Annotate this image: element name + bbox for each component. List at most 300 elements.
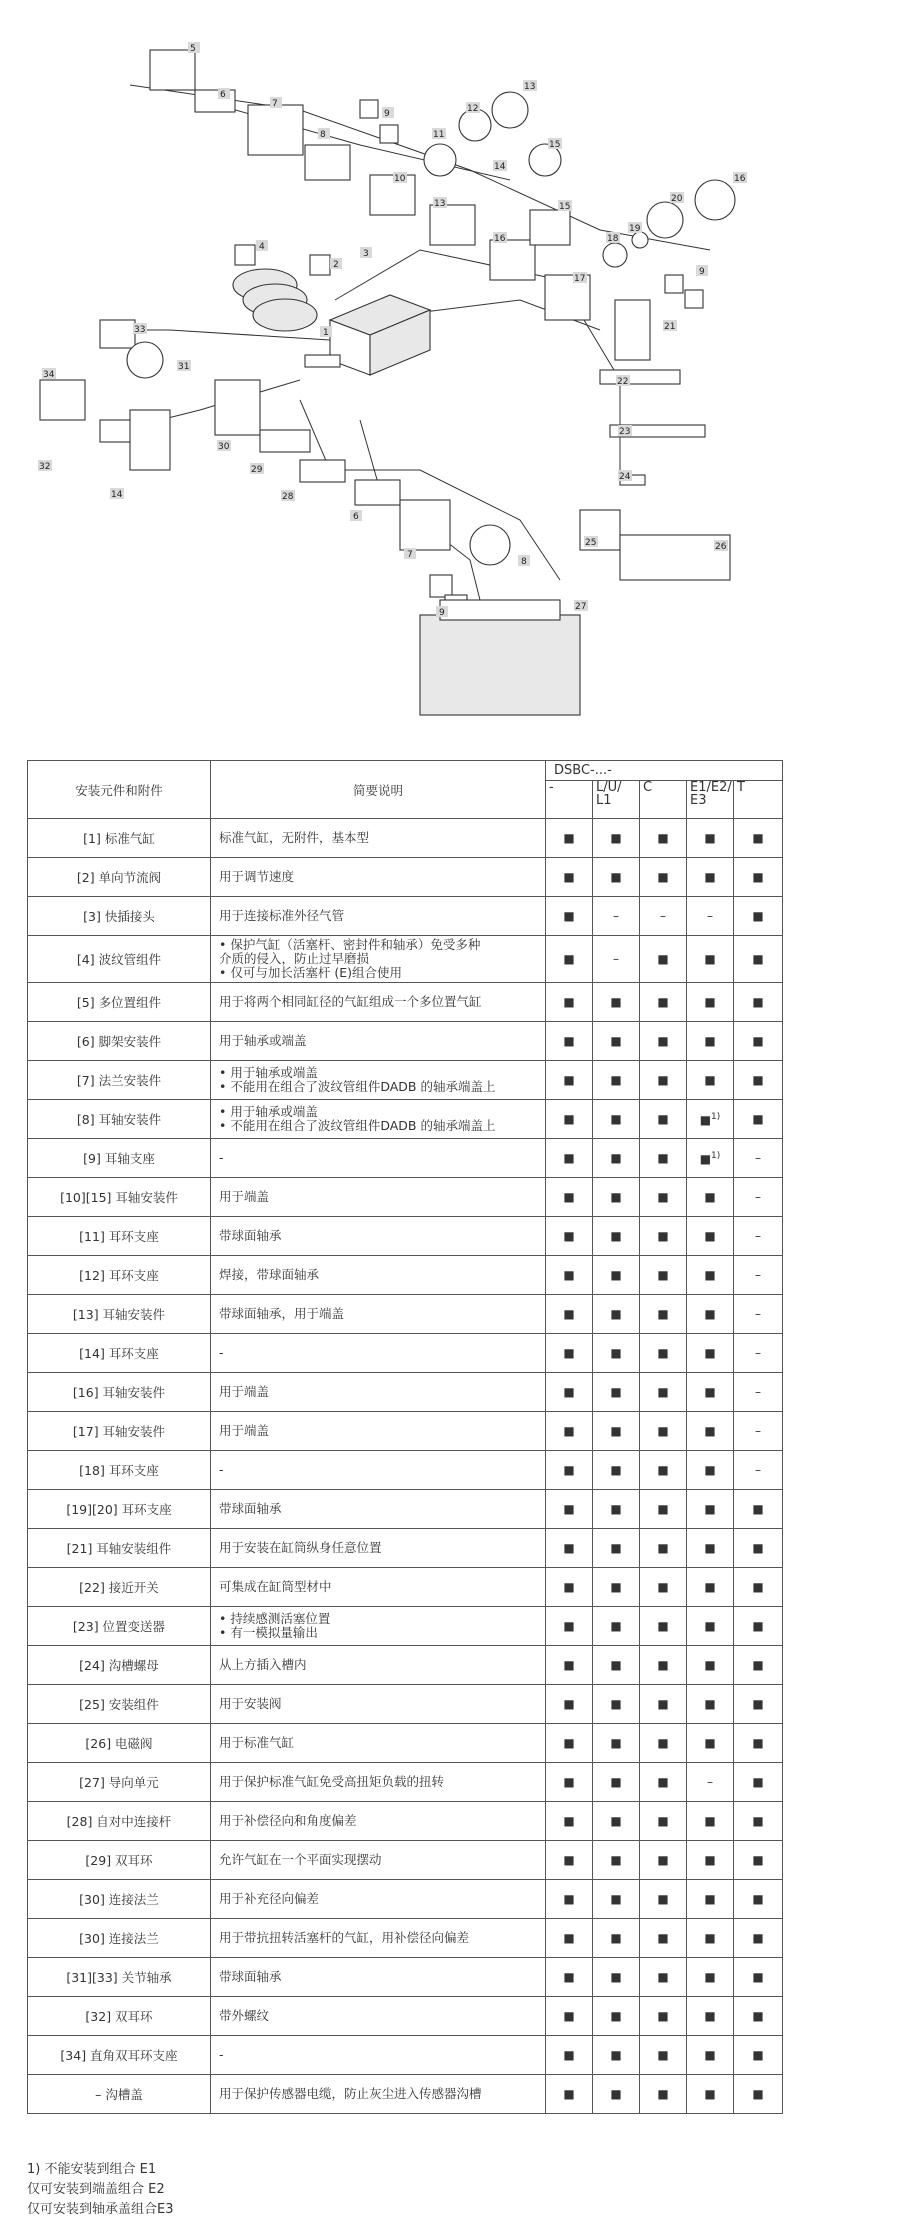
- table-row: [28, 1880, 783, 1919]
- table-row: [28, 1763, 783, 1802]
- compatibility-mark: ■: [640, 1412, 687, 1451]
- description-line: • 保护气缸（活塞杆、密封件和轴承）免受多种: [219, 937, 481, 952]
- svg-text:33: 33: [134, 325, 146, 335]
- component-description: [211, 1334, 546, 1373]
- header-variant-group: DSBC-...-: [546, 761, 783, 781]
- description-line: -: [219, 1150, 224, 1165]
- callout-1: [320, 326, 332, 338]
- compatibility-mark: ■: [593, 1685, 640, 1724]
- description-line: 允许气缸在一个平面实现摆动: [219, 1852, 382, 1867]
- component-description: [211, 1997, 546, 2036]
- callout-26: [714, 540, 728, 552]
- compatibility-mark: ■: [734, 1763, 783, 1802]
- component-description: [211, 1919, 546, 1958]
- compatibility-mark: ■: [734, 936, 783, 983]
- compatibility-mark: ■: [640, 1334, 687, 1373]
- component-description: [211, 1061, 546, 1100]
- compatibility-mark: ■: [640, 1061, 687, 1100]
- compatibility-mark: ■: [640, 1100, 687, 1139]
- compatibility-mark: ■: [593, 1412, 640, 1451]
- description-line: -: [219, 2047, 224, 2062]
- component-name: [5] 多位置组件: [28, 983, 211, 1022]
- compatibility-mark: –: [640, 897, 687, 936]
- svg-text:8: 8: [320, 130, 326, 140]
- compatibility-mark: ■: [734, 983, 783, 1022]
- compatibility-mark: ■: [640, 1217, 687, 1256]
- compatibility-mark: ■: [687, 1997, 734, 2036]
- compatibility-mark: ■: [593, 1919, 640, 1958]
- compatibility-mark: ■: [734, 1100, 783, 1139]
- component-description: [211, 1763, 546, 1802]
- compatibility-mark: –: [734, 1334, 783, 1373]
- compatibility-mark: ■: [546, 1919, 593, 1958]
- compatibility-mark: ■: [593, 2036, 640, 2075]
- compatibility-mark: ■: [687, 1880, 734, 1919]
- component-name: [6] 脚架安装件: [28, 1022, 211, 1061]
- description-line: -: [219, 1345, 224, 1360]
- compatibility-mark: ■: [640, 1997, 687, 2036]
- compatibility-mark: ■: [687, 1529, 734, 1568]
- compatibility-mark: ■: [546, 1568, 593, 1607]
- svg-text:16: 16: [494, 234, 506, 244]
- compatibility-mark: ■: [734, 897, 783, 936]
- header-component: 安装元件和附件: [28, 761, 211, 819]
- compatibility-mark: ■: [687, 1919, 734, 1958]
- svg-text:22: 22: [617, 377, 629, 387]
- component-name: [2] 单向节流阀: [28, 858, 211, 897]
- compatibility-mark: ■: [734, 1646, 783, 1685]
- compatibility-mark: ■: [593, 1568, 640, 1607]
- component-description: [211, 1217, 546, 1256]
- compatibility-mark: –: [734, 1256, 783, 1295]
- svg-text:15: 15: [559, 202, 571, 212]
- footnotes: [27, 2160, 174, 2220]
- compatibility-mark: ■: [640, 1646, 687, 1685]
- compatibility-mark: ■: [546, 1724, 593, 1763]
- compatibility-mark: ■: [640, 1178, 687, 1217]
- component-name: [9] 耳轴支座: [28, 1139, 211, 1178]
- compatibility-mark: ■: [546, 1217, 593, 1256]
- component-name: [3] 快插接头: [28, 897, 211, 936]
- compatibility-mark: ■: [593, 1373, 640, 1412]
- description-line: 用于连接标准外径气管: [219, 908, 345, 923]
- compatibility-mark: ■: [546, 1880, 593, 1919]
- compatibility-mark: ■: [593, 1295, 640, 1334]
- compatibility-mark: –: [593, 936, 640, 983]
- compatibility-mark: ■: [593, 1646, 640, 1685]
- compatibility-mark: ■: [687, 1841, 734, 1880]
- description-line: 可集成在缸筒型材中: [219, 1579, 332, 1594]
- svg-text:1: 1: [323, 328, 329, 338]
- svg-text:25: 25: [585, 538, 597, 548]
- description-line: 用于轴承或端盖: [219, 1033, 307, 1048]
- header-variant: E1/E2/ E3: [687, 781, 734, 819]
- compatibility-mark: ■: [687, 1022, 734, 1061]
- compatibility-mark: –: [734, 1217, 783, 1256]
- table-row: [28, 1490, 783, 1529]
- compatibility-mark: ■: [640, 1841, 687, 1880]
- svg-text:15: 15: [549, 140, 561, 150]
- callout-15: [548, 138, 562, 150]
- callout-9b: [436, 606, 448, 618]
- callout-33: [133, 323, 147, 335]
- component-name: [7] 法兰安装件: [28, 1061, 211, 1100]
- compatibility-mark: ■: [734, 1568, 783, 1607]
- footnote-1: 1) 不能安装到组合 E1: [27, 2162, 157, 2177]
- compatibility-mark: ■: [546, 1997, 593, 2036]
- component-description: [211, 983, 546, 1022]
- component-name: [24] 沟槽螺母: [28, 1646, 211, 1685]
- compatibility-mark: ■: [640, 1568, 687, 1607]
- description-line: -: [219, 1462, 224, 1477]
- compatibility-mark: ■: [640, 1451, 687, 1490]
- callout-28: [281, 490, 295, 502]
- table-row: [28, 1373, 783, 1412]
- table-row: [28, 1997, 783, 2036]
- compatibility-mark: ■: [546, 897, 593, 936]
- component-description: [211, 1802, 546, 1841]
- description-line: • 仅可与加长活塞杆 (E)组合使用: [219, 965, 402, 980]
- callout-23: [618, 425, 632, 437]
- component-name: [17] 耳轴安装件: [28, 1412, 211, 1451]
- description-line: 焊接，带球面轴承: [219, 1267, 320, 1282]
- svg-text:13: 13: [524, 82, 536, 92]
- compatibility-mark: ■: [640, 1685, 687, 1724]
- compatibility-mark: ■: [593, 1997, 640, 2036]
- header-description: 简要说明: [211, 761, 546, 819]
- svg-text:10: 10: [394, 174, 406, 184]
- compatibility-mark: ■: [593, 1802, 640, 1841]
- svg-text:9: 9: [439, 608, 445, 618]
- table-row: [28, 897, 783, 936]
- compatibility-mark: ■: [640, 936, 687, 983]
- svg-text:2: 2: [333, 260, 339, 270]
- compatibility-mark: ■: [546, 936, 593, 983]
- component-name: [21] 耳轴安装组件: [28, 1529, 211, 1568]
- compatibility-mark: ■: [687, 819, 734, 858]
- compatibility-mark: ■: [687, 1685, 734, 1724]
- compatibility-mark: ■: [734, 819, 783, 858]
- svg-text:19: 19: [629, 224, 641, 234]
- callout-11: [432, 128, 446, 140]
- svg-text:14: 14: [111, 490, 123, 500]
- compatibility-mark: ■: [593, 2075, 640, 2114]
- compatibility-mark: ■: [734, 2036, 783, 2075]
- compatibility-mark: ■: [593, 1958, 640, 1997]
- footnote-ref: 1): [711, 1111, 721, 1122]
- svg-text:18: 18: [607, 234, 619, 244]
- compatibility-mark: ■: [687, 2075, 734, 2114]
- callout-17: [573, 272, 587, 284]
- component-description: [211, 1256, 546, 1295]
- component-description: [211, 1529, 546, 1568]
- bellows-part: [233, 269, 317, 331]
- table-row: [28, 1607, 783, 1646]
- svg-text:14: 14: [494, 162, 506, 172]
- component-name: [1] 标准气缸: [28, 819, 211, 858]
- compatibility-mark: ■: [734, 1841, 783, 1880]
- compatibility-mark: ■: [640, 1022, 687, 1061]
- table-row: [28, 983, 783, 1022]
- compatibility-mark: ■: [687, 936, 734, 983]
- component-name: [18] 耳环支座: [28, 1451, 211, 1490]
- svg-text:6: 6: [353, 512, 359, 522]
- compatibility-mark: ■$^{1)}$: [687, 1139, 734, 1178]
- component-name: [28] 自对中连接杆: [28, 1802, 211, 1841]
- callout-3: [360, 247, 372, 259]
- header-variant: -: [546, 781, 593, 819]
- component-name: [25] 安装组件: [28, 1685, 211, 1724]
- compatibility-mark: ■: [546, 1178, 593, 1217]
- description-line: 用于补充径向偏差: [219, 1891, 320, 1906]
- table-row: [28, 1841, 783, 1880]
- compatibility-mark: ■: [593, 858, 640, 897]
- svg-text:7: 7: [272, 99, 278, 109]
- description-line: 用于将两个相同缸径的气缸组成一个多位置气缸: [219, 994, 482, 1009]
- compatibility-mark: ■: [593, 819, 640, 858]
- compatibility-mark: ■: [593, 983, 640, 1022]
- footnote-3: 仅可安装到轴承盖组合E3: [27, 2202, 174, 2217]
- callout-15b: [558, 200, 572, 212]
- compatibility-mark: –: [734, 1451, 783, 1490]
- component-description: [211, 1373, 546, 1412]
- table-row: [28, 1451, 783, 1490]
- callout-19: [628, 222, 642, 234]
- accessories-exploded-diagram: [0, 0, 900, 750]
- svg-text:21: 21: [664, 322, 676, 332]
- accessories-table: [27, 760, 783, 2114]
- description-line: • 不能用在组合了波纹管组件DADB 的轴承端盖上: [219, 1118, 496, 1133]
- compatibility-mark: –: [734, 1139, 783, 1178]
- compatibility-mark: –: [734, 1178, 783, 1217]
- svg-text:9: 9: [699, 267, 705, 277]
- component-name: [29] 双耳环: [28, 1841, 211, 1880]
- callout-5: [188, 42, 200, 54]
- callout-10: [393, 172, 407, 184]
- table-row: [28, 1568, 783, 1607]
- description-line: • 持续感测活塞位置: [219, 1611, 331, 1626]
- compatibility-mark: ■: [640, 1490, 687, 1529]
- compatibility-mark: ■: [687, 1295, 734, 1334]
- component-name: [22] 接近开关: [28, 1568, 211, 1607]
- compatibility-mark: ■: [546, 1100, 593, 1139]
- compatibility-mark: ■: [640, 1880, 687, 1919]
- table-row: [28, 1256, 783, 1295]
- compatibility-mark: ■: [593, 1841, 640, 1880]
- compatibility-mark: ■: [546, 1451, 593, 1490]
- compatibility-mark: ■: [640, 1373, 687, 1412]
- compatibility-mark: ■: [593, 1217, 640, 1256]
- footnote-2: 仅可安装到端盖组合 E2: [27, 2182, 165, 2197]
- svg-text:34: 34: [43, 370, 55, 380]
- svg-text:29: 29: [251, 465, 263, 475]
- svg-text:28: 28: [282, 492, 294, 502]
- description-line: • 有一模拟量输出: [219, 1625, 318, 1640]
- component-description: [211, 897, 546, 936]
- callout-29: [250, 463, 264, 475]
- component-description: [211, 1022, 546, 1061]
- component-description: [211, 1490, 546, 1529]
- svg-text:7: 7: [407, 550, 413, 560]
- callout-24: [618, 470, 632, 482]
- compatibility-mark: ■: [593, 1490, 640, 1529]
- description-line: 用于带抗扭转活塞杆的气缸，用补偿径向偏差: [219, 1930, 470, 1945]
- callout-9c: [696, 265, 708, 277]
- component-name: [11] 耳环支座: [28, 1217, 211, 1256]
- compatibility-mark: ■: [640, 1607, 687, 1646]
- compatibility-mark: ■: [687, 2036, 734, 2075]
- component-name: [13] 耳轴安装件: [28, 1295, 211, 1334]
- compatibility-mark: ■: [640, 1802, 687, 1841]
- compatibility-mark: ■: [593, 1061, 640, 1100]
- callout-22: [616, 375, 630, 387]
- callout-18: [606, 232, 620, 244]
- compatibility-mark: ■: [734, 1997, 783, 2036]
- component-description: [211, 1412, 546, 1451]
- compatibility-mark: ■: [593, 1178, 640, 1217]
- compatibility-mark: ■: [640, 983, 687, 1022]
- compatibility-mark: ■: [640, 819, 687, 858]
- component-description: [211, 1451, 546, 1490]
- compatibility-mark: ■: [546, 819, 593, 858]
- callout-2: [330, 258, 342, 270]
- compatibility-mark: ■: [734, 1061, 783, 1100]
- component-name: [8] 耳轴安装件: [28, 1100, 211, 1139]
- compatibility-mark: ■: [593, 1022, 640, 1061]
- callout-13b: [433, 197, 447, 209]
- component-description: [211, 1295, 546, 1334]
- component-name: [23] 位置变送器: [28, 1607, 211, 1646]
- compatibility-mark: ■: [687, 1217, 734, 1256]
- callout-27: [574, 600, 588, 612]
- compatibility-mark: ■: [734, 1685, 783, 1724]
- compatibility-mark: ■: [546, 1373, 593, 1412]
- description-line: 标准气缸，无附件，基本型: [219, 830, 370, 845]
- svg-text:32: 32: [39, 462, 51, 472]
- compatibility-mark: ■: [546, 1061, 593, 1100]
- compatibility-mark: ■: [546, 1022, 593, 1061]
- table-row: [28, 1724, 783, 1763]
- table-row: [28, 858, 783, 897]
- compatibility-mark: ■: [640, 1958, 687, 1997]
- compatibility-mark: ■: [546, 1685, 593, 1724]
- component-name: [19][20] 耳环支座: [28, 1490, 211, 1529]
- component-description: [211, 1724, 546, 1763]
- table-row: [28, 1529, 783, 1568]
- compatibility-mark: ■: [687, 1646, 734, 1685]
- compatibility-mark: ■: [640, 858, 687, 897]
- svg-text:16: 16: [734, 174, 746, 184]
- description-line: 用于调节速度: [219, 869, 295, 884]
- description-line: • 用于轴承或端盖: [219, 1065, 318, 1080]
- component-name: [31][33] 关节轴承: [28, 1958, 211, 1997]
- compatibility-mark: ■: [546, 1958, 593, 1997]
- compatibility-mark: ■: [687, 1958, 734, 1997]
- callout-6: [218, 88, 230, 100]
- description-line: 介质的侵入，防止过早磨损: [219, 951, 370, 966]
- compatibility-mark: ■: [687, 1178, 734, 1217]
- compatibility-mark: ■: [640, 1295, 687, 1334]
- compatibility-mark: ■: [593, 1139, 640, 1178]
- compatibility-mark: ■: [687, 1451, 734, 1490]
- component-name: [4] 波纹管组件: [28, 936, 211, 983]
- table-row: [28, 1022, 783, 1061]
- compatibility-mark: ■: [546, 1841, 593, 1880]
- compatibility-mark: ■: [640, 2075, 687, 2114]
- compatibility-mark: ■: [546, 1139, 593, 1178]
- callout-6b: [350, 510, 362, 522]
- svg-text:26: 26: [715, 542, 727, 552]
- component-name: – 沟槽盖: [28, 2075, 211, 2114]
- callout-8: [318, 128, 330, 140]
- compatibility-mark: ■: [734, 1919, 783, 1958]
- compatibility-mark: ■: [546, 1295, 593, 1334]
- compatibility-mark: ■: [734, 1607, 783, 1646]
- header-variant: C: [640, 781, 687, 819]
- description-line: 用于端盖: [219, 1189, 270, 1204]
- compatibility-mark: ■: [593, 1763, 640, 1802]
- compatibility-mark: ■: [546, 1646, 593, 1685]
- compatibility-mark: ■: [687, 1412, 734, 1451]
- table-row: [28, 2036, 783, 2075]
- callout-21: [663, 320, 677, 332]
- compatibility-mark: ■: [640, 1139, 687, 1178]
- component-name: [30] 连接法兰: [28, 1880, 211, 1919]
- compatibility-mark: ■: [546, 858, 593, 897]
- svg-text:20: 20: [671, 194, 683, 204]
- component-name: [16] 耳轴安装件: [28, 1373, 211, 1412]
- compatibility-mark: ■: [687, 1061, 734, 1100]
- footnote-ref: 1): [711, 1150, 721, 1161]
- component-name: [26] 电磁阀: [28, 1724, 211, 1763]
- compatibility-mark: ■: [687, 1373, 734, 1412]
- table-row: [28, 1958, 783, 1997]
- compatibility-mark: ■: [640, 1763, 687, 1802]
- component-description: [211, 1685, 546, 1724]
- compatibility-mark: ■: [640, 1529, 687, 1568]
- description-line: 用于端盖: [219, 1423, 270, 1438]
- svg-text:12: 12: [467, 104, 479, 114]
- svg-text:8: 8: [521, 557, 527, 567]
- callout-13: [523, 80, 537, 92]
- callout-8b: [518, 555, 530, 567]
- callout-30: [217, 440, 231, 452]
- table-row: [28, 1217, 783, 1256]
- compatibility-mark: ■: [546, 1802, 593, 1841]
- table-row: [28, 1178, 783, 1217]
- table-row: [28, 2075, 783, 2114]
- callout-4: [256, 240, 268, 252]
- compatibility-mark: ■: [687, 1607, 734, 1646]
- compatibility-mark: ■: [546, 1607, 593, 1646]
- svg-text:23: 23: [619, 427, 631, 437]
- svg-text:3: 3: [363, 249, 369, 259]
- description-line: • 不能用在组合了波纹管组件DADB 的轴承端盖上: [219, 1079, 496, 1094]
- callout-7b: [404, 548, 416, 560]
- callout-32: [38, 460, 52, 472]
- compatibility-mark: ■: [640, 1724, 687, 1763]
- description-line: 用于端盖: [219, 1384, 270, 1399]
- table-row: [28, 1412, 783, 1451]
- component-description: [211, 1841, 546, 1880]
- description-line: 用于补偿径向和角度偏差: [219, 1813, 357, 1828]
- table-row: [28, 1334, 783, 1373]
- compatibility-mark: ■: [593, 1334, 640, 1373]
- component-name: [10][15] 耳轴安装件: [28, 1178, 211, 1217]
- compatibility-mark: ■: [640, 2036, 687, 2075]
- compatibility-mark: ■: [593, 1724, 640, 1763]
- svg-text:27: 27: [575, 602, 587, 612]
